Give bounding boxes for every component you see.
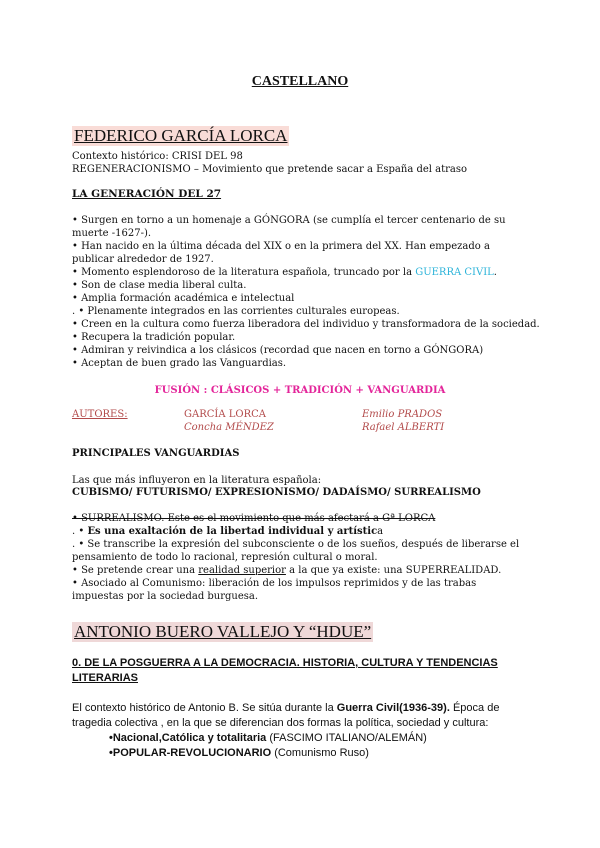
regeneracionismo-line: REGENERACIONISMO – Movimiento que pretende sacar a España del atraso	[72, 164, 468, 175]
surrealismo-exaltacion-prefix: . •	[72, 526, 88, 537]
list-item-nacional-bold: •Nacional,Católica y totalitaria	[109, 732, 267, 744]
surrealismo-realidad	[72, 564, 501, 577]
realidad-superior-text: realidad superior	[198, 565, 286, 576]
surrealismo-exaltacion	[72, 525, 383, 538]
surrealismo-exaltacion-end: a	[377, 526, 384, 537]
vanguardias-heading: PRINCIPALES VANGUARDIAS	[72, 448, 240, 459]
section-heading-lorca: FEDERICO GARCÍA LORCA	[74, 126, 288, 145]
list-item-nacional-rest: (FASCIMO ITALIANO/ALEMÁN)	[266, 732, 427, 744]
list-item-popular-rest: (Comunismo Ruso)	[271, 747, 369, 759]
generation-heading: LA GENERACIÓN DEL 27	[72, 188, 222, 200]
bullet-gongora: • Surgen en torno a un homenaje a GÓNGORA (se cumplía el tercer centenario de su muerte -1627-).	[72, 215, 506, 239]
fusion-line: FUSIÓN : CLÁSICOS + TRADICIÓN + VANGUARDIA	[154, 385, 446, 396]
context-line: Contexto histórico: CRISI DEL 98	[72, 151, 243, 162]
autor-emilio-prados: Emilio PRADOS	[362, 409, 443, 420]
surrealismo-realidad-prefix: • Se pretende crear una	[72, 565, 199, 576]
autor-garcia-lorca: GARCÍA LORCA	[184, 409, 266, 420]
contexto-paragraph-end: Época de tragedia colectiva , en la que se diferencian dos formas la política, sociedad y cultura:	[72, 702, 500, 729]
surrealismo-comunismo: • Asociado al Comunismo: liberación de los impulsos reprimidos y de las trabas impuestas por la sociedad burguesa.	[72, 578, 477, 602]
guerra-civil-dates: Guerra Civil(1936-39).	[336, 702, 450, 714]
posguerra-heading: 0. DE LA POSGUERRA A LA DEMOCRACIA. HISTORIA, CULTURA Y TENDENCIAS LITERARIAS	[72, 657, 498, 684]
guerra-civil-link[interactable]: GUERRA CIVIL	[415, 267, 494, 278]
surrealismo-realidad-end: a la que ya existe: una SUPERREALIDAD.	[285, 565, 502, 576]
bullet-vanguardias: • Aceptan de buen grado las Vanguardias.	[72, 358, 287, 369]
bullet-formacion: • Amplia formación académica e intelectual	[72, 293, 295, 304]
bullet-integrados: . • Plenamente integrados en las corrientes culturales europeas.	[72, 306, 400, 317]
bullet-clasicos: • Admiran y reivindica a los clásicos (recordad que nacen en torno a GÓNGORA)	[72, 345, 484, 356]
autor-rafael-alberti: Rafael ALBERTI	[362, 422, 445, 433]
vanguardias-list: CUBISMO/ FUTURISMO/ EXPRESIONISMO/ DADAÍSMO/ SURREALISMO	[72, 487, 481, 498]
section-heading-buero: ANTONIO BUERO VALLEJO Y “HDUE”	[74, 622, 372, 641]
bullet-tradicion: • Recupera la tradición popular.	[72, 332, 236, 343]
autores-label: AUTORES:	[72, 409, 128, 420]
bullet-born: • Han nacido en la última década del XIX o en la primera del XX. Han empezado a publicar alrededor de 1927.	[72, 241, 490, 265]
bullet-esplendoroso	[72, 266, 497, 279]
vanguardias-intro: Las que más influyeron en la literatura española:	[72, 475, 322, 486]
list-item-nacional	[109, 731, 427, 746]
autor-concha-mendez: Concha MÉNDEZ	[184, 422, 274, 433]
document-title: CASTELLANO	[251, 74, 349, 89]
surrealismo-intro: • SURREALISMO. Este es el movimiento que más afectará a Gª LORCA	[72, 513, 436, 524]
bullet-esplendoroso-text: • Momento esplendoroso de la literatura española, truncado por la	[72, 267, 416, 278]
contexto-paragraph-start: El contexto histórico de Antonio B. Se sitúa durante la	[72, 702, 337, 714]
bullet-clase-media: • Son de clase media liberal culta.	[72, 280, 247, 291]
bullet-esplendoroso-end: .	[493, 267, 497, 278]
surrealismo-exaltacion-bold: Es una exaltación de la libertad individual y artístic	[87, 526, 378, 537]
contexto-paragraph	[72, 701, 532, 731]
list-item-popular-bold: •POPULAR-REVOLUCIONARIO	[109, 747, 272, 759]
surrealismo-subconsciente: . • Se transcribe la expresión del subconsciente o de los sueños, después de liberarse el pensamiento de todo lo racional, represión cultural o moral.	[72, 539, 520, 563]
list-item-popular	[109, 746, 369, 761]
bullet-cultura: • Creen en la cultura como fuerza liberadora del individuo y transformadora de la sociedad.	[72, 319, 540, 330]
